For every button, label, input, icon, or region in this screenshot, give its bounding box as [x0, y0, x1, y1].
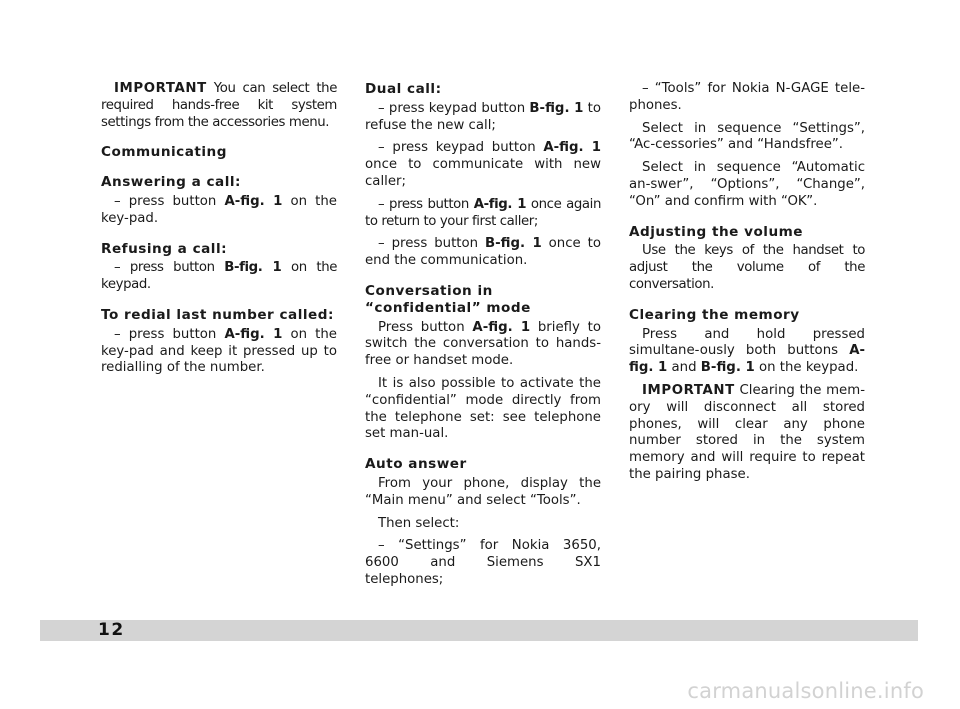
tools-text: – “Tools” for Nokia N-GAGE tele-phones. [629, 81, 865, 113]
column-right [629, 81, 865, 490]
important-label: IMPORTANT [642, 382, 735, 398]
column-middle [365, 81, 601, 595]
heading-redial: To redial last number called: [101, 306, 334, 323]
redial-instruction: – press button A-fig. 1 on the key-pad and keep it pressed up to redialling of the number. [101, 326, 337, 376]
memory-important-note: IMPORTANT Clearing the mem-ory will disconnect all stored phones, will clear any phone number stored in the system memory and will require to repeat the pairing phase. [629, 382, 865, 482]
heading-refusing: Refusing a call: [101, 240, 228, 257]
confidential-text-1: Press button A-fig. 1 briefly to switch the conversation to hands-free or handset mode. [365, 319, 601, 369]
heading-volume: Adjusting the volume [629, 223, 804, 240]
memory-text: Press and hold pressed simultane-ously both buttons A-fig. 1 and B-fig. 1 on the keypad. [629, 326, 865, 376]
sequence-text-1: Select in sequence “Settings”, “Ac-cessories” and “Handsfree”. [629, 120, 865, 153]
column-left [101, 81, 337, 383]
auto-answer-text-3: – “Settings” for Nokia 3650, 6600 and Siemens SX1 telephones; [365, 538, 601, 587]
heading-auto-answer: Auto answer [365, 456, 467, 473]
auto-answer-text-1: From your phone, display the “Main menu” and select “Tools”. [365, 475, 601, 508]
answering-instruction: – press button A-fig. 1 on the key-pad. [101, 193, 337, 226]
heading-communicating: Communicating [101, 144, 227, 161]
important-label: IMPORTANT [114, 81, 207, 96]
heading-confidential: Conversation in “confidential” mode [365, 282, 531, 316]
page-number: 12 [98, 620, 125, 640]
heading-dual-call: Dual call: [365, 81, 442, 97]
volume-text: Use the keys of the handset to adjust the volume of the conversation. [629, 243, 865, 292]
heading-answering: Answering a call: [101, 174, 241, 191]
heading-memory: Clearing the memory [629, 306, 800, 323]
dual-step-4: – press button B-fig. 1 once to end the communication. [365, 236, 602, 269]
refusing-instruction: – press button B-fig. 1 on the keypad. [101, 260, 338, 293]
dual-step-3: – press button A-fig. 1 once again to return to your first caller; [365, 196, 602, 229]
footer-bar [40, 620, 918, 641]
auto-answer-text-2: Then select: [378, 515, 460, 531]
important-note: IMPORTANT You can select the required hands-free kit system settings from the accessories menu. [101, 81, 337, 130]
confidential-text-2: It is also possible to activate the “confidential” mode directly from the telephone set: see telephone set man-ual. [365, 375, 601, 442]
sequence-text-2: Select in sequence “Automatic an-swer”, “Options”, “Change”, “On” and confirm with “OK”. [629, 160, 865, 209]
dual-step-2: – press keypad button A-fig. 1 once to communicate with new caller; [365, 140, 601, 189]
dual-step-1: – press keypad button B-fig. 1 to refuse the new call; [365, 100, 601, 133]
watermark: carmanualsonline.info [687, 679, 924, 703]
